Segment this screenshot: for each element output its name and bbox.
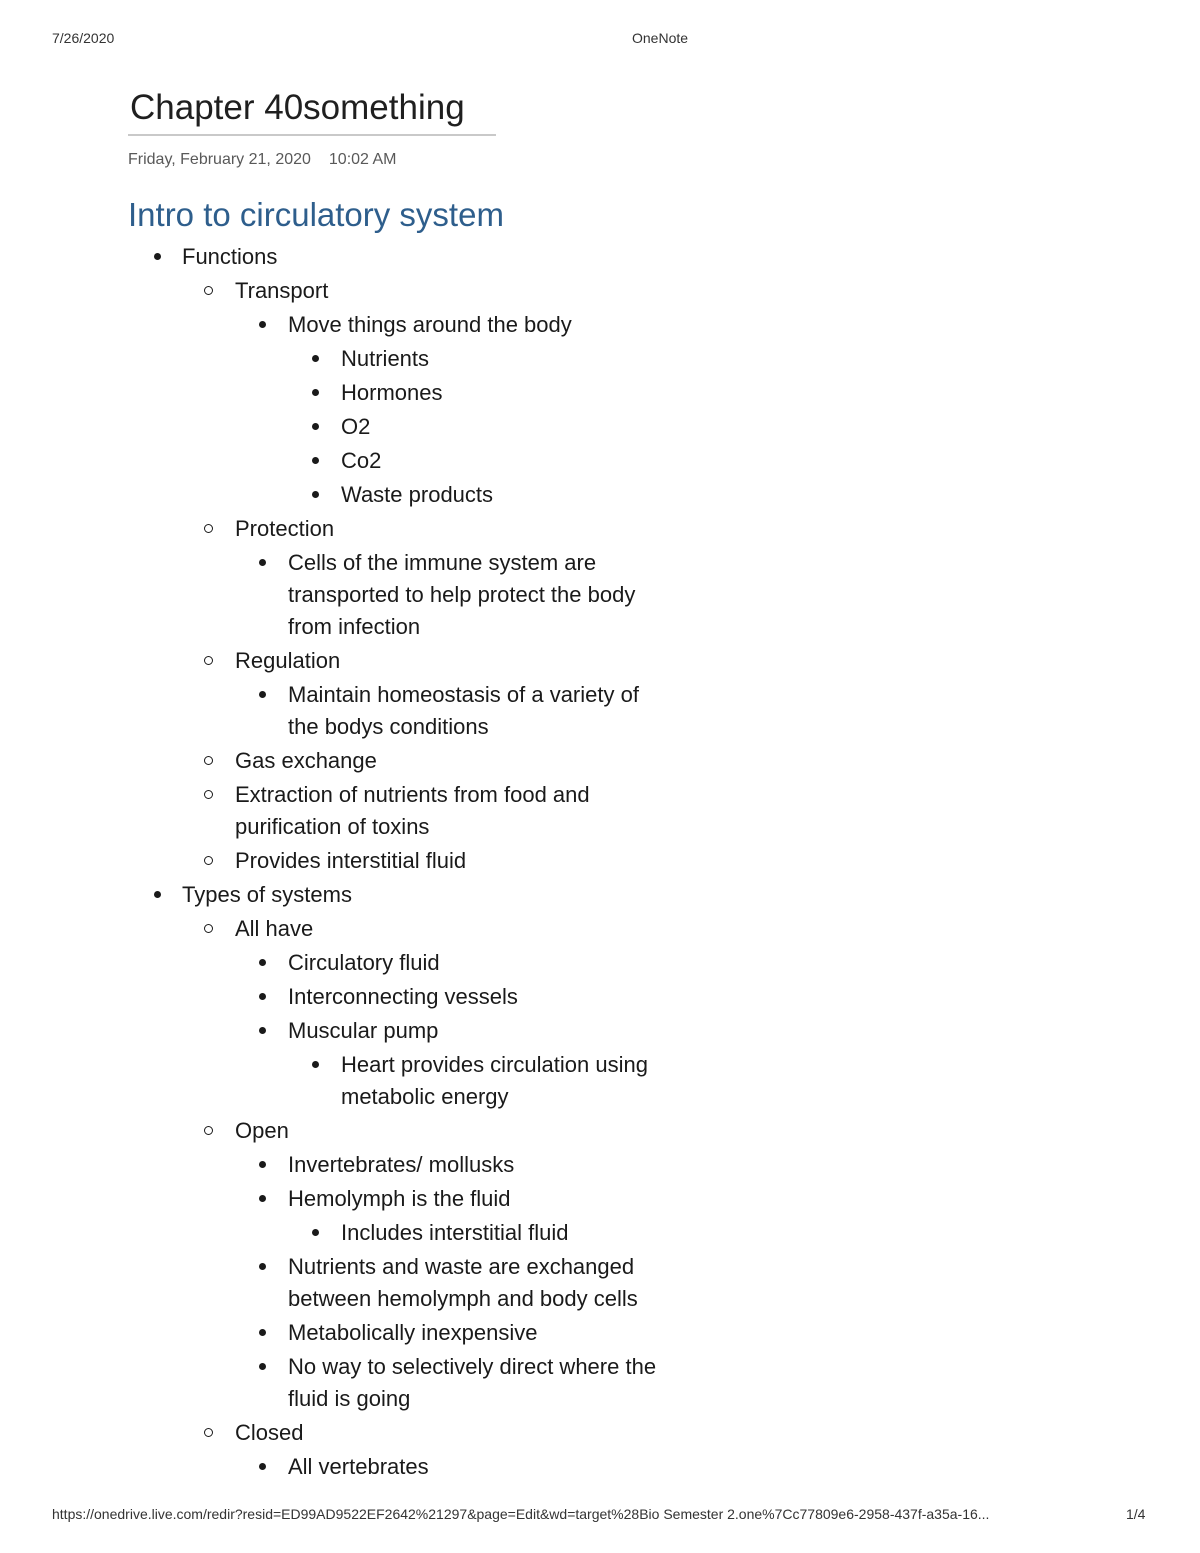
list-item bbox=[0, 411, 781, 443]
list-item-text: Gas exchange bbox=[235, 748, 377, 773]
page-title: Chapter 40something bbox=[130, 88, 465, 127]
list-item bbox=[0, 1451, 781, 1483]
list-item-text: Closed bbox=[235, 1420, 304, 1445]
list-item bbox=[0, 1115, 781, 1147]
list-item-text: All have bbox=[235, 916, 314, 941]
list-item-text: Heart provides circulation using bbox=[341, 1052, 648, 1077]
hollow-bullet-icon bbox=[198, 913, 218, 945]
list-item bbox=[0, 947, 781, 979]
list-item-text: Waste products bbox=[341, 482, 494, 507]
page-datetime bbox=[128, 151, 397, 169]
section-heading: Intro to circulatory system bbox=[128, 196, 504, 233]
list-item bbox=[0, 1217, 781, 1249]
bullet-icon bbox=[305, 479, 325, 511]
list-item-text: Types of systems bbox=[182, 882, 352, 907]
hollow-bullet-icon bbox=[198, 513, 218, 545]
page-time: 10:02 AM bbox=[328, 151, 397, 168]
bullet-icon bbox=[147, 879, 167, 911]
list-item-text: Transport bbox=[235, 278, 329, 303]
list-item bbox=[0, 445, 781, 477]
bullet-icon bbox=[305, 411, 325, 443]
list-item bbox=[0, 1317, 781, 1349]
bullet-icon bbox=[252, 309, 272, 341]
bullet-icon bbox=[305, 1217, 325, 1249]
bullet-icon bbox=[252, 1251, 272, 1283]
bullet-icon bbox=[252, 1451, 272, 1483]
list-item-text-continued: between hemolymph and body cells bbox=[288, 1286, 638, 1311]
list-item bbox=[0, 845, 781, 877]
list-item bbox=[0, 879, 781, 911]
list-item bbox=[0, 275, 781, 307]
list-item-text: Cells of the immune system are bbox=[288, 550, 597, 575]
list-item-text: Includes interstitial fluid bbox=[341, 1220, 569, 1245]
list-item-text-continued: fluid is going bbox=[288, 1386, 411, 1411]
list-item bbox=[0, 1049, 781, 1113]
list-item-text: Functions bbox=[182, 244, 278, 269]
list-item-text: Provides interstitial fluid bbox=[235, 848, 467, 873]
hollow-bullet-icon bbox=[198, 1115, 218, 1147]
list-item bbox=[0, 1351, 781, 1415]
list-item-text-continued: from infection bbox=[288, 614, 421, 639]
list-item-text: Invertebrates/ mollusks bbox=[288, 1152, 515, 1177]
list-item-text: All vertebrates bbox=[288, 1454, 429, 1479]
print-footer-url: https://onedrive.live.com/redir?resid=ED99AD9522EF2642%21297&page=Edit&wd=target%28Bio Semester 2.one%7Cc77809e6-2958-437f-a35a-16... bbox=[52, 1506, 990, 1522]
hollow-bullet-icon bbox=[198, 745, 218, 777]
list-item-text: No way to selectively direct where the bbox=[288, 1354, 657, 1379]
list-item bbox=[0, 1251, 781, 1315]
list-item-text-continued: purification of toxins bbox=[235, 814, 430, 839]
hollow-bullet-icon bbox=[198, 645, 218, 677]
bullet-icon bbox=[252, 1317, 272, 1349]
list-item-text: Extraction of nutrients from food and bbox=[235, 782, 590, 807]
list-item-text: O2 bbox=[341, 414, 371, 439]
list-item bbox=[0, 479, 781, 511]
list-item bbox=[0, 343, 781, 375]
bullet-icon bbox=[252, 947, 272, 979]
list-item bbox=[0, 309, 781, 341]
hollow-bullet-icon bbox=[198, 779, 218, 811]
notes-outline bbox=[0, 241, 781, 1485]
list-item-text-continued: the bodys conditions bbox=[288, 714, 489, 739]
bullet-icon bbox=[252, 1015, 272, 1047]
list-item-text-continued: transported to help protect the body bbox=[288, 582, 636, 607]
list-item-text-continued: metabolic energy bbox=[341, 1084, 509, 1109]
list-item bbox=[0, 779, 781, 843]
list-item-text: Circulatory fluid bbox=[288, 950, 440, 975]
list-item bbox=[0, 1183, 781, 1215]
list-item bbox=[0, 513, 781, 545]
list-item bbox=[0, 547, 781, 643]
list-item bbox=[0, 377, 781, 409]
bullet-icon bbox=[147, 241, 167, 273]
bullet-icon bbox=[252, 1351, 272, 1383]
hollow-bullet-icon bbox=[198, 1417, 218, 1449]
bullet-icon bbox=[305, 1049, 325, 1081]
list-item-text: Interconnecting vessels bbox=[288, 984, 518, 1009]
list-item-text: Hormones bbox=[341, 380, 443, 405]
print-date: 7/26/2020 bbox=[52, 30, 115, 46]
title-underline bbox=[128, 134, 496, 136]
bullet-icon bbox=[252, 1183, 272, 1215]
list-item-text: Protection bbox=[235, 516, 335, 541]
list-item-text: Maintain homeostasis of a variety of bbox=[288, 682, 639, 707]
list-item bbox=[0, 1015, 781, 1047]
list-item-text: Move things around the body bbox=[288, 312, 572, 337]
bullet-icon bbox=[305, 445, 325, 477]
list-item-text: Open bbox=[235, 1118, 289, 1143]
list-item bbox=[0, 679, 781, 743]
list-item bbox=[0, 1149, 781, 1181]
list-item-text: Co2 bbox=[341, 448, 382, 473]
list-item bbox=[0, 1417, 781, 1449]
list-item-text: Hemolymph is the fluid bbox=[288, 1186, 511, 1211]
print-page-number: 1/4 bbox=[1126, 1506, 1146, 1522]
list-item bbox=[0, 745, 781, 777]
bullet-icon bbox=[305, 343, 325, 375]
bullet-icon bbox=[252, 1149, 272, 1181]
list-item-text: Metabolically inexpensive bbox=[288, 1320, 538, 1345]
bullet-icon bbox=[252, 981, 272, 1013]
list-item-text: Muscular pump bbox=[288, 1018, 439, 1043]
list-item bbox=[0, 241, 781, 273]
hollow-bullet-icon bbox=[198, 275, 218, 307]
list-item bbox=[0, 645, 781, 677]
list-item-text: Nutrients bbox=[341, 346, 430, 371]
list-item-text: Regulation bbox=[235, 648, 341, 673]
bullet-icon bbox=[252, 679, 272, 711]
hollow-bullet-icon bbox=[198, 845, 218, 877]
bullet-icon bbox=[305, 377, 325, 409]
print-app-name: OneNote bbox=[632, 30, 689, 46]
bullet-icon bbox=[252, 547, 272, 579]
list-item-text: Nutrients and waste are exchanged bbox=[288, 1254, 635, 1279]
list-item bbox=[0, 981, 781, 1013]
page-date: Friday, February 21, 2020 bbox=[128, 151, 311, 168]
list-item bbox=[0, 913, 781, 945]
